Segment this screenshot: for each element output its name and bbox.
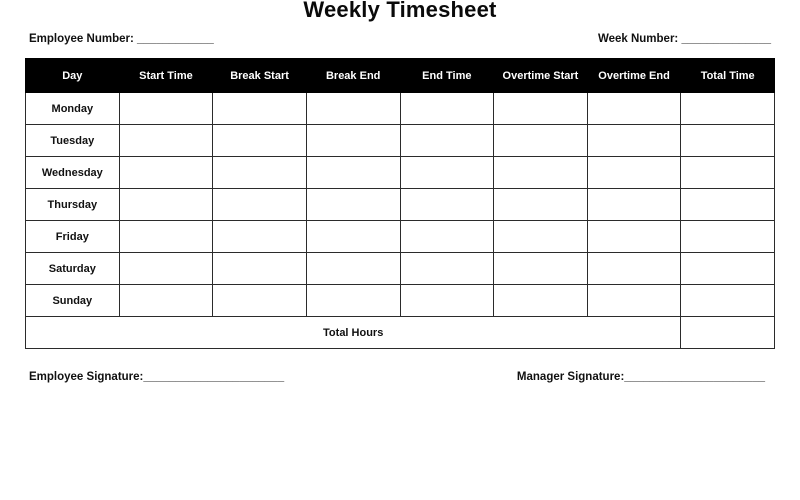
timesheet-cell[interactable] [494, 221, 588, 253]
header-overtime-start: Overtime Start [494, 59, 588, 93]
table-row-wednesday [26, 157, 775, 189]
timesheet-cell[interactable] [587, 221, 681, 253]
total-hours-row [26, 317, 775, 349]
employee-number-blank[interactable]: ____________ [137, 33, 214, 45]
timesheet-cell[interactable] [494, 125, 588, 157]
employee-signature-label: Employee Signature: [29, 371, 144, 383]
timesheet-cell[interactable] [681, 221, 775, 253]
day-label: Wednesday [26, 157, 120, 189]
timesheet-cell[interactable] [306, 189, 400, 221]
timesheet-cell[interactable] [306, 93, 400, 125]
day-label: Saturday [26, 253, 120, 285]
timesheet-cell[interactable] [119, 157, 213, 189]
employee-signature-blank[interactable]: ______________________ [143, 371, 285, 383]
timesheet-cell[interactable] [681, 189, 775, 221]
timesheet-cell[interactable] [213, 253, 307, 285]
signature-row [29, 371, 765, 383]
timesheet-cell[interactable] [400, 189, 494, 221]
timesheet-cell[interactable] [400, 93, 494, 125]
timesheet-cell[interactable] [213, 93, 307, 125]
meta-row [29, 33, 771, 45]
manager-signature-label: Manager Signature: [516, 371, 625, 383]
timesheet-cell[interactable] [119, 285, 213, 317]
table-row-thursday [26, 189, 775, 221]
timesheet-cell[interactable] [306, 253, 400, 285]
employee-number-field [29, 33, 214, 45]
timesheet-cell[interactable] [681, 125, 775, 157]
table-row-saturday [26, 253, 775, 285]
timesheet-cell[interactable] [494, 93, 588, 125]
page-title: Weekly Timesheet [303, 0, 497, 22]
timesheet-cell[interactable] [306, 157, 400, 189]
timesheet-cell[interactable] [587, 93, 681, 125]
table-row-friday [26, 221, 775, 253]
timesheet-cell[interactable] [400, 125, 494, 157]
header-total-time: Total Time [681, 59, 775, 93]
manager-signature-field [517, 371, 765, 383]
timesheet-cell[interactable] [119, 253, 213, 285]
header-end-time: End Time [400, 59, 494, 93]
header-break-start: Break Start [213, 59, 307, 93]
timesheet-cell[interactable] [306, 221, 400, 253]
timesheet-cell[interactable] [306, 285, 400, 317]
timesheet-cell[interactable] [587, 253, 681, 285]
week-number-field [598, 33, 771, 45]
day-label: Thursday [26, 189, 120, 221]
timesheet-cell[interactable] [119, 125, 213, 157]
timesheet-cell[interactable] [587, 189, 681, 221]
day-label: Monday [26, 93, 120, 125]
timesheet-cell[interactable] [587, 157, 681, 189]
timesheet-cell[interactable] [213, 157, 307, 189]
timesheet-cell[interactable] [681, 93, 775, 125]
timesheet-cell[interactable] [681, 253, 775, 285]
timesheet-cell[interactable] [119, 93, 213, 125]
header-day: Day [26, 59, 120, 93]
timesheet-cell[interactable] [494, 157, 588, 189]
timesheet-cell[interactable] [681, 285, 775, 317]
timesheet-table [25, 58, 775, 349]
employee-number-label: Employee Number: [29, 33, 134, 45]
timesheet-cell[interactable] [681, 157, 775, 189]
timesheet-cell[interactable] [494, 285, 588, 317]
timesheet-cell[interactable] [587, 285, 681, 317]
day-label: Friday [26, 221, 120, 253]
header-overtime-end: Overtime End [587, 59, 681, 93]
header-row [26, 59, 775, 93]
total-hours-label: Total Hours [26, 317, 681, 349]
timesheet-cell[interactable] [213, 125, 307, 157]
day-label: Sunday [26, 285, 120, 317]
timesheet-cell[interactable] [494, 253, 588, 285]
timesheet-cell[interactable] [119, 189, 213, 221]
table-row-sunday [26, 285, 775, 317]
header-break-end: Break End [306, 59, 400, 93]
header-start-time: Start Time [119, 59, 213, 93]
week-number-label: Week Number: [597, 33, 679, 45]
table-row-tuesday [26, 125, 775, 157]
employee-signature-field [29, 371, 284, 383]
manager-signature-blank[interactable]: ______________________ [624, 371, 765, 383]
timesheet-cell[interactable] [400, 253, 494, 285]
total-hours-cell[interactable] [681, 317, 775, 349]
timesheet-cell[interactable] [400, 157, 494, 189]
timesheet-cell[interactable] [213, 189, 307, 221]
timesheet-cell[interactable] [400, 221, 494, 253]
timesheet-cell[interactable] [306, 125, 400, 157]
timesheet-cell[interactable] [213, 221, 307, 253]
day-label: Tuesday [26, 125, 120, 157]
timesheet-cell[interactable] [119, 221, 213, 253]
table-row-monday [26, 93, 775, 125]
timesheet-cell[interactable] [400, 285, 494, 317]
week-number-blank[interactable]: ______________ [681, 33, 771, 45]
timesheet-cell[interactable] [587, 125, 681, 157]
timesheet-cell[interactable] [213, 285, 307, 317]
timesheet-cell[interactable] [494, 189, 588, 221]
